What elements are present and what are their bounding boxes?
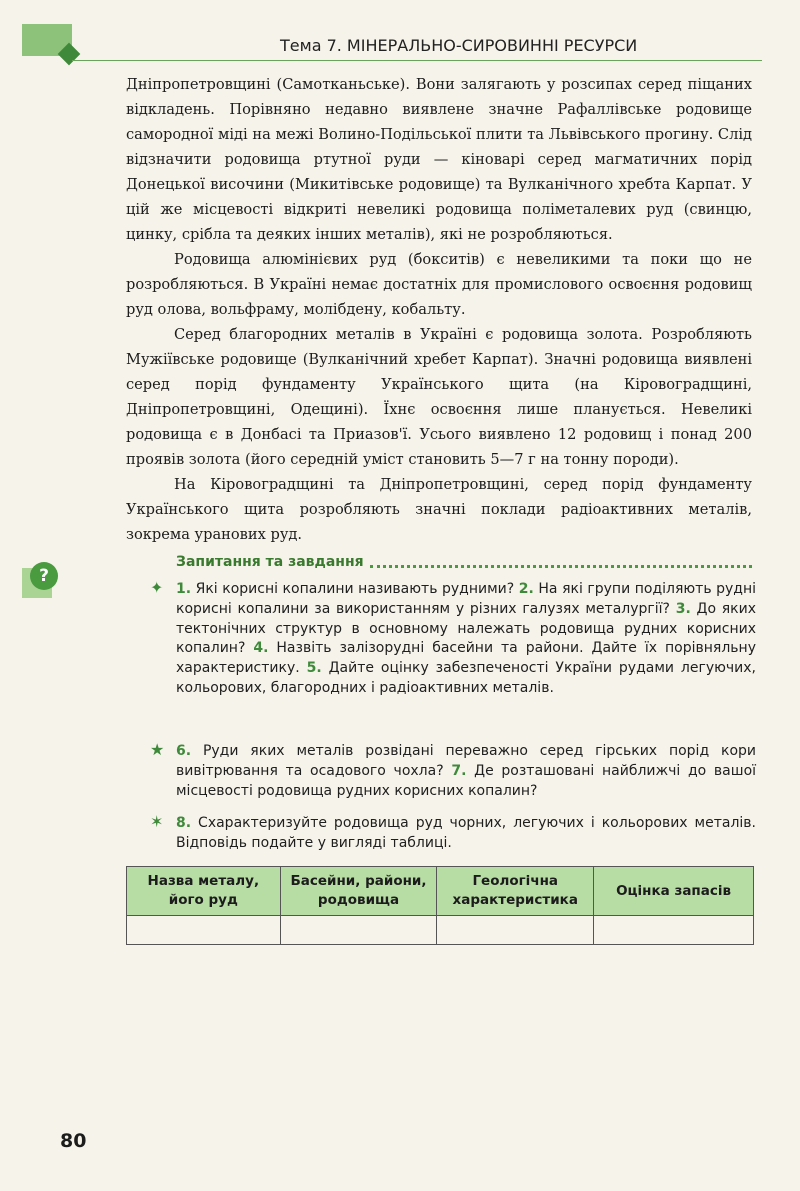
table-cell [280, 916, 437, 945]
task-text: На які групи поділяють рудні корисні копалини за використанням у різних галузях металургії? [176, 581, 757, 617]
questions-section-title: Запитання та завдання [176, 554, 364, 570]
level-3-star-icon: ✶ [150, 812, 164, 831]
task-number: 8. [176, 815, 192, 831]
paragraph: Дніпропетровщині (Самотканьське). Вони залягають у розсипах серед піщаних відкладень. Порівняно недавно виявлене значне Рафаллівське родовище самородної міді на межі Волино-Подільської плити та Львівського прогину. Слід відзначити родовища ртутної руди — кіноварі серед магматичних порід Донецької височини (Микитівське родовище) та Вулканічного хребта Карпат. У цій же місцевості відкриті невеликі родовища поліметалевих руд (свинцю, цинку, срібла та деяких інших металів), які не розробляються. [126, 76, 752, 243]
table-header-cell: Оцінка запасів [594, 867, 754, 916]
task-text: Дайте оцінку забезпеченості України рудами легуючих, кольорових, благородних і радіоактивних металів. [176, 660, 757, 696]
page-header-title: Тема 7. МІНЕРАЛЬНО-СИРОВИННІ РЕСУРСИ [280, 36, 638, 55]
paragraph: Родовища алюмінієвих руд (бокситів) є невеликими та поки що не розробляються. В Україні немає достатніх для промислового освоєння родовищ руд олова, вольфраму, молібдену, кобальту. [126, 251, 752, 318]
task-text: До яких тектонічних структур в основному належать родовища рудних корисних копалин? [176, 600, 756, 657]
level-1-star-icon: ✦ [150, 578, 164, 597]
table-header-cell: Геологічна характеристика [437, 867, 594, 916]
task-number: 4. [253, 640, 269, 657]
task-group-2 [176, 742, 756, 801]
task-text: Схарактеризуйте родовища руд чорних, легуючих і кольорових металів. Відповідь подайте у вигляді таблиці. [176, 815, 757, 851]
page-number: 80 [60, 1130, 87, 1152]
task-number: 2. [518, 581, 534, 597]
task-number: 5. [306, 660, 322, 677]
paragraph: Серед благородних металів в Україні є родовища золота. Розробляють Мужіївське родовище (Вулканічний хребет Карпат). Значні родовища виявлені серед порід фундаменту Українського щита (на Кіровоградщині, Дніпропетровщині, Одещині). Їхнє освоєння лише планується. Невеликі родовища є в Донбасі та Приазов'ї. Усього виявлено 12 родовищ і понад 200 проявів золота (його середній уміст становить 5—7 г на тонну породи). [126, 326, 752, 468]
table-cell [594, 916, 754, 945]
level-2-star-icon: ★ [150, 740, 165, 759]
table-cell [437, 916, 594, 945]
body-text [126, 72, 752, 547]
header-divider [72, 60, 762, 61]
table-header-row [127, 867, 754, 916]
table-cell [127, 916, 281, 945]
task-group-3 [176, 814, 756, 854]
question-mark-icon: ? [30, 562, 58, 590]
task-number: 3. [675, 600, 691, 617]
table-row [127, 916, 754, 945]
task-group-1 [176, 580, 756, 699]
section-dotted-rule [370, 565, 752, 568]
task-text: Які корисні копалини називають рудними? [195, 581, 515, 597]
task-text: Руди яких металів розвідані переважно серед гірських порід кори вивітрювання та осадового чохла? [176, 743, 756, 779]
task-text: Назвіть залізорудні басейни та райони. Дайте їх порівняльну характеристику. [176, 640, 756, 677]
task-text: Де розташовані найближчі до вашої місцевості родовища рудних корисних копалин? [176, 762, 757, 799]
table-header-cell: Басейни, райони, родовища [280, 867, 437, 916]
task-number: 6. [176, 743, 192, 759]
table-header-cell: Назва металу, його руд [127, 867, 281, 916]
answer-table [126, 866, 754, 945]
task-number: 1. [176, 581, 192, 597]
paragraph: На Кіровоградщині та Дніпропетровщині, серед порід фундаменту Українського щита розробляють значні поклади радіоактивних металів, зокрема уранових руд. [126, 476, 752, 543]
task-number: 7. [451, 762, 467, 779]
